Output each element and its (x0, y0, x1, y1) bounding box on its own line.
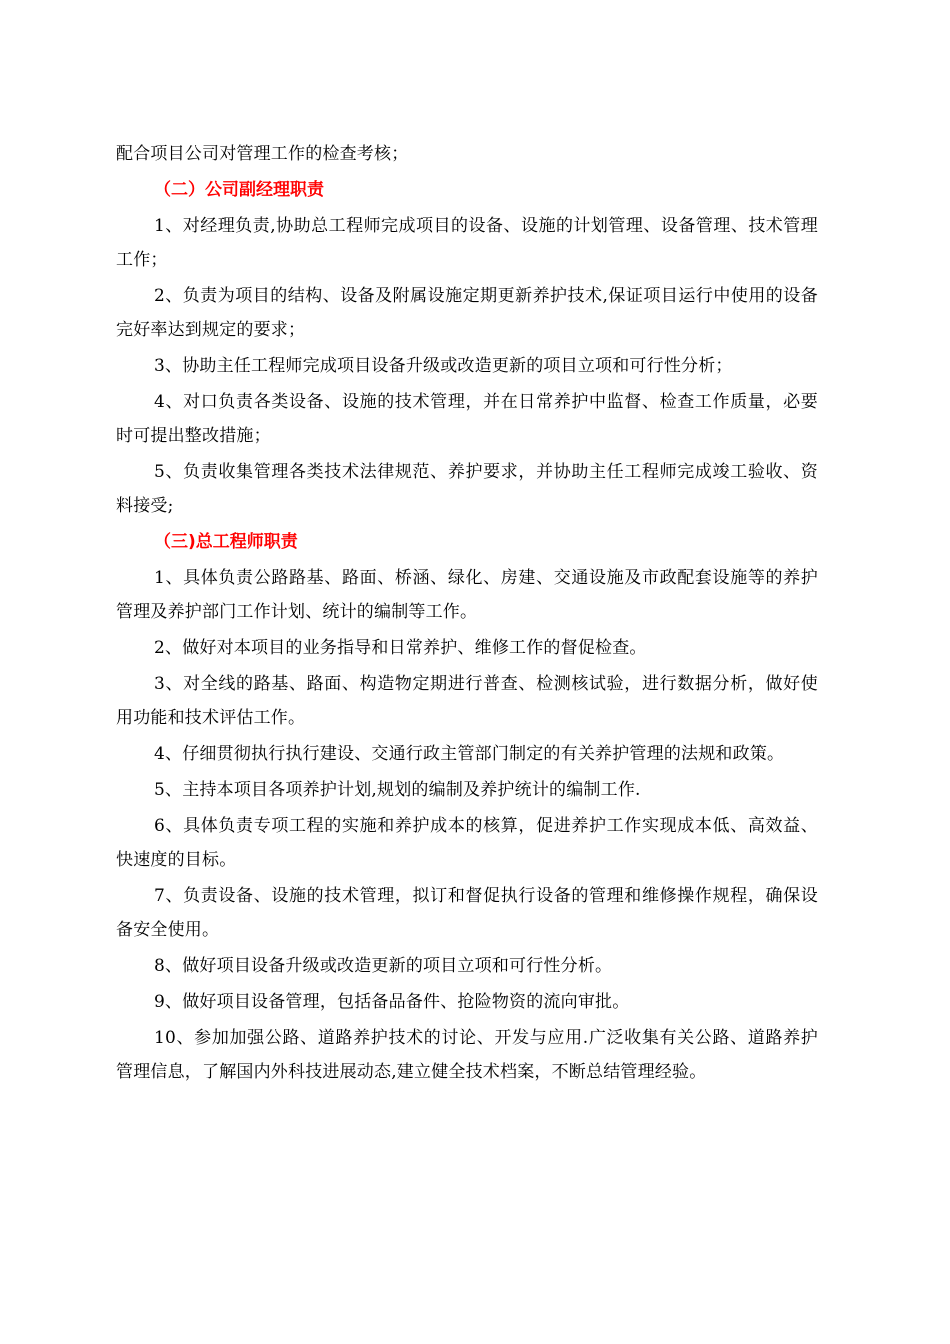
section-heading-chief-engineer: （三)总工程师职责 (154, 532, 298, 552)
chief-duty-6: 6、具体负责专项工程的实施和养护成本的核算，促进养护工作实现成本低、高效益、快速度的目标。 (116, 816, 818, 870)
deputy-duty-1: 1、对经理负责,协助总工程师完成项目的设备、设施的计划管理、设备管理、技术管理工作； (116, 216, 818, 270)
chief-duty-5: 5、主持本项目各项养护计划,规划的编制及养护统计的编制工作. (154, 780, 641, 800)
chief-duty-2: 2、做好对本项目的业务指导和日常养护、维修工作的督促检查。 (154, 638, 647, 658)
chief-duty-7: 7、负责设备、设施的技术管理，拟订和督促执行设备的管理和维修操作规程，确保设备安全使用。 (116, 886, 818, 940)
deputy-duty-5: 5、负责收集管理各类技术法律规范、养护要求，并协助主任工程师完成竣工验收、资料接受; (116, 462, 818, 516)
deputy-duty-3: 3、协助主任工程师完成项目设备升级或改造更新的项目立项和可行性分析； (154, 356, 733, 376)
chief-duty-9: 9、做好项目设备管理，包括备品备件、抢险物资的流向审批。 (154, 992, 630, 1012)
document-page (116, 137, 818, 1091)
intro-paragraph: 配合项目公司对管理工作的检查考核； (116, 144, 409, 164)
chief-duty-3: 3、对全线的路基、路面、构造物定期进行普查、检测核试验，进行数据分析，做好使用功能和技术评估工作。 (116, 674, 818, 728)
section-heading-deputy-manager: （二）公司副经理职责 (154, 180, 324, 200)
deputy-duty-4: 4、对口负责各类设备、设施的技术管理，并在日常养护中监督、检查工作质量，必要时可提出整改措施； (116, 392, 818, 446)
section-chief-engineer (116, 525, 818, 1089)
chief-duty-10: 10、参加加强公路、道路养护技术的讨论、开发与应用.广泛收集有关公路、道路养护管理信息，了解国内外科技进展动态,建立健全技术档案，不断总结管理经验。 (116, 1028, 818, 1082)
section-deputy-manager (116, 173, 818, 523)
chief-duty-1: 1、具体负责公路路基、路面、桥涵、绿化、房建、交通设施及市政配套设施等的养护管理及养护部门工作计划、统计的编制等工作。 (116, 568, 818, 622)
chief-duty-4: 4、仔细贯彻执行执行建设、交通行政主管部门制定的有关养护管理的法规和政策。 (154, 744, 785, 764)
deputy-duty-2: 2、负责为项目的结构、设备及附属设施定期更新养护技术,保证项目运行中使用的设备完好率达到规定的要求； (116, 286, 818, 340)
chief-duty-8: 8、做好项目设备升级或改造更新的项目立项和可行性分析。 (154, 956, 613, 976)
